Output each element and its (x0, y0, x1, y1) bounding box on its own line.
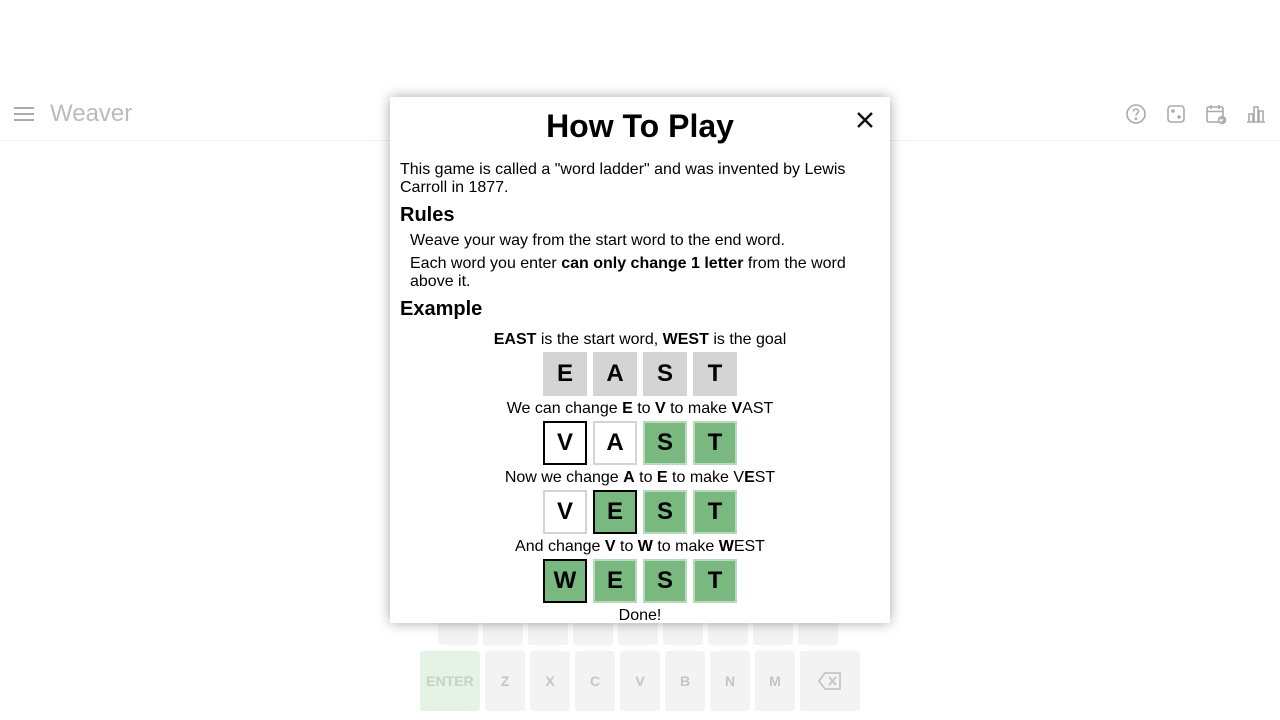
letter-tile: T (693, 559, 737, 603)
letter-tile: E (593, 559, 637, 603)
dialog-title: How To Play (546, 108, 734, 144)
done-text: Done! (618, 607, 662, 624)
letter-tile: E (593, 490, 637, 534)
example-heading: Example (400, 298, 483, 320)
letter-tile: T (693, 490, 737, 534)
letter-tile: S (643, 352, 687, 396)
example-caption-3: Now we change A to E to make VEST (504, 469, 776, 486)
example-row-3 (400, 490, 880, 534)
close-icon[interactable] (854, 109, 876, 131)
rule-1: Weave your way from the start word to the end word. (410, 232, 785, 249)
letter-tile: T (693, 421, 737, 465)
rule-2: Each word you enter can only change 1 letter from the word above it. (410, 255, 846, 290)
example-row-4 (400, 559, 880, 603)
letter-tile: S (643, 490, 687, 534)
letter-tile: A (593, 421, 637, 465)
example-caption-1: EAST is the start word, WEST is the goal (493, 331, 787, 348)
rules-heading: Rules (400, 204, 455, 226)
letter-tile: T (693, 352, 737, 396)
letter-tile: S (643, 421, 687, 465)
letter-tile: V (543, 490, 587, 534)
example-caption-4: And change V to W to make WEST (515, 538, 765, 555)
example-caption-2: We can change E to V to make VAST (506, 400, 774, 417)
letter-tile: A (593, 352, 637, 396)
how-to-play-dialog (390, 97, 890, 623)
intro-text: This game is called a "word ladder" and was invented by Lewis Carroll in 1877. (400, 161, 846, 196)
letter-tile: V (543, 421, 587, 465)
letter-tile: S (643, 559, 687, 603)
example-row-2 (400, 421, 880, 465)
letter-tile: W (543, 559, 587, 603)
example-row-1 (400, 352, 880, 396)
letter-tile: E (543, 352, 587, 396)
